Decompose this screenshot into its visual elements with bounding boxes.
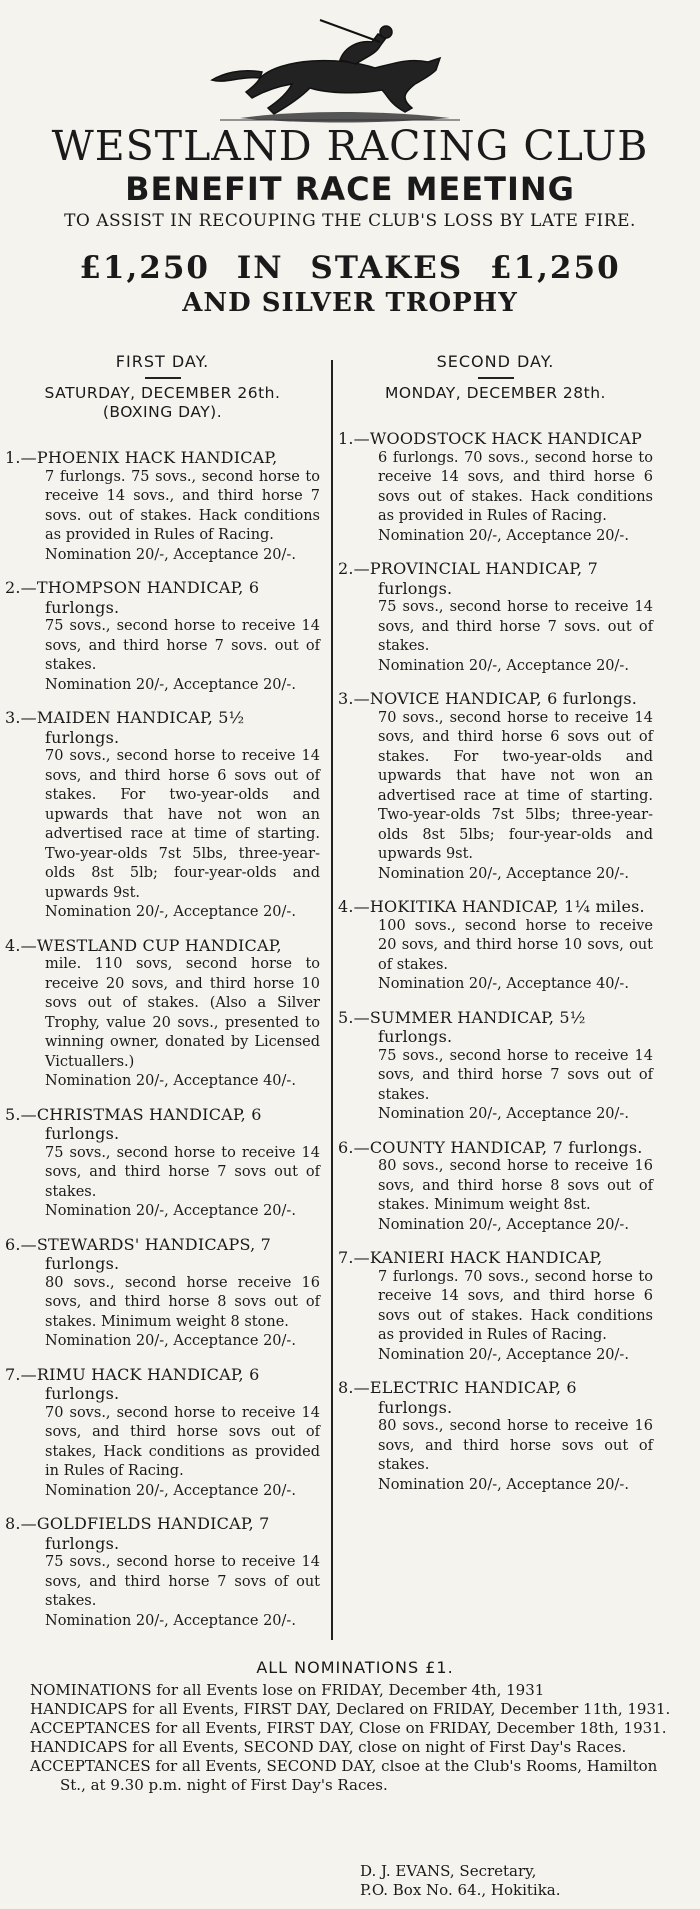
race-details: 75 sovs., second horse to receive 14 sovs, and third horse 7 sovs. out of stakes. [378, 599, 653, 654]
race-fees: Nomination 20/-, Acceptance 20/-. [45, 1333, 296, 1349]
race-details: 80 sovs., second horse to receive 16 sovs, and third horse sovs out of stakes. [378, 1418, 653, 1473]
race-title: 4.—WESTLAND CUP HANDICAP, [5, 935, 282, 955]
race-title: 8.—ELECTRIC HANDICAP, 6 furlongs. [338, 1378, 577, 1417]
column-divider [331, 360, 333, 1640]
race-details: 75 sovs., second horse to receive 14 sovs, and third horse 7 sovs out of stakes. [378, 1047, 653, 1103]
race-fees: Nomination 20/-, Acceptance 20/-. [45, 546, 296, 563]
race-entry [5, 936, 320, 1092]
race-entry [5, 1514, 320, 1631]
race-entry [5, 1365, 320, 1502]
race-details: 7 furlongs. 70 sovs., second horse to receive 14 sovs, and third horse 6 sovs out of stakes. Hack conditions as provided in Rules of Racing. [378, 1268, 653, 1343]
race-fees: Nomination 20/-, Acceptance 20/-. [378, 1106, 629, 1122]
race-entry [5, 1235, 320, 1352]
stakes-amount-left: £1,250 [79, 250, 210, 286]
race-title: 5.—CHRISTMAS HANDICAP, 6 furlongs. [5, 1104, 262, 1143]
first-day-date: SATURDAY, DECEMBER 26th. (BOXING DAY). [44, 384, 281, 421]
race-fees: Nomination 20/-, Acceptance 20/-. [378, 1346, 629, 1363]
race-title: 5.—SUMMER HANDICAP, 5½ furlongs. [338, 1007, 586, 1046]
race-fees: Nomination 20/-, Acceptance 20/-. [45, 1482, 296, 1499]
first-day-heading: FIRST DAY. [115, 352, 210, 371]
race-details: 6 furlongs. 70 sovs., second horse to receive 14 sovs, and third horse 6 sovs out of stakes. Hack conditions as provided in Rules of Racing. [378, 449, 653, 524]
race-details: 80 sovs., second horse to receive 16 sovs, and third horse 8 sovs out of stakes. Minimum weight 8st. [378, 1158, 653, 1213]
race-details: 70 sovs., second horse to receive 14 sovs, and third horse 6 sovs out of stakes. For two-year-olds and upwards that have not won an advertised race at time of starting. Two-year-olds 7st 5lbs, three-year-olds 8st 5lb; four-year-olds and upwards 9st. [45, 748, 320, 901]
stakes-label: IN STAKES [236, 250, 464, 286]
race-entry [338, 689, 653, 884]
race-entry [5, 708, 320, 923]
race-details: 75 sovs., second horse to receive 14 sovs, and third horse 7 sovs of out stakes. [45, 1554, 320, 1609]
racehorse-jockey-logo [200, 18, 480, 126]
race-title: 2.—THOMPSON HANDICAP, 6 furlongs. [5, 578, 260, 617]
meeting-purpose: TO ASSIST IN RECOUPING THE CLUB'S LOSS BY LATE FIRE. [64, 211, 636, 231]
race-title: 8.—GOLDFIELDS HANDICAP, 7 furlongs. [5, 1514, 270, 1553]
race-fees: Nomination 20/-, Acceptance 20/-. [378, 865, 629, 882]
race-fees: Nomination 20/-, Acceptance 20/-. [45, 676, 296, 693]
race-entry [338, 1008, 653, 1125]
race-entry [5, 1105, 320, 1222]
race-fees: Nomination 20/-, Acceptance 20/-. [378, 1476, 629, 1493]
nomination-notice: HANDICAPS for all Events, FIRST DAY, Declared on FRIDAY, December 11th, 1931. [30, 1700, 671, 1718]
heading-rule [145, 377, 181, 379]
race-entry [5, 578, 320, 695]
race-fees: Nomination 20/-, Acceptance 20/-. [378, 1216, 629, 1233]
race-details: 80 sovs., second horse receive 16 sovs, and third horse 8 sovs out of stakes. Minimum weight 8 stone. [45, 1274, 320, 1330]
race-title: 6.—COUNTY HANDICAP, 7 furlongs. [338, 1137, 643, 1157]
race-title: 4.—HOKITIKA HANDICAP, 1¼ miles. [338, 897, 645, 916]
nomination-notice: ACCEPTANCES for all Events, SECOND DAY, clsoe at the Club's Rooms, Hamilton St., at 9.30 p.m. night of First Day's Races. [30, 1757, 658, 1794]
race-entry [338, 1378, 653, 1495]
secretary-address: P.O. Box No. 64., Hokitika. [360, 1881, 561, 1899]
race-entry [338, 897, 653, 995]
race-title: 7.—KANIERI HACK HANDICAP, [338, 1248, 603, 1267]
race-details: 75 sovs., second horse to receive 14 sovs, and third horse 7 sovs out of stakes. [45, 1144, 320, 1200]
nomination-notice: NOMINATIONS for all Events lose on FRIDAY, December 4th, 1931 [30, 1681, 545, 1699]
race-fees: Nomination 20/-, Acceptance 40/-. [45, 1073, 296, 1089]
race-details: 70 sovs., second horse to receive 14 sovs, and third horse 6 sovs out of stakes. For two-year-olds and upwards that have not won an advertised race at time of starting. Two-year-olds 7st 5lbs; three-year-olds 8st 5lbs; four-year-olds and upwards 9st. [378, 709, 653, 862]
race-entry [338, 1248, 653, 1365]
race-fees: Nomination 20/-, Acceptance 40/-. [378, 976, 629, 992]
nominations-heading: ALL NOMINATIONS £1. [256, 1658, 454, 1677]
race-details: 75 sovs., second horse to receive 14 sovs, and third horse 7 sovs. out of stakes. [45, 618, 320, 673]
race-fees: Nomination 20/-, Acceptance 20/-. [45, 1612, 296, 1629]
race-fees: Nomination 20/-, Acceptance 20/-. [378, 527, 629, 544]
race-title: 7.—RIMU HACK HANDICAP, 6 furlongs. [5, 1364, 260, 1403]
secretary-signature [360, 1862, 561, 1900]
stakes-line [0, 250, 700, 286]
race-details: 7 furlongs. 75 sovs., second horse to receive 14 sovs., and third horse 7 sovs. out of stakes. Hack conditions as provided in Rules of Racing. [45, 468, 320, 543]
race-title: 1.—WOODSTOCK HACK HANDICAP [338, 429, 643, 448]
heading-rule [478, 377, 514, 379]
first-day-race-list [5, 448, 320, 1631]
race-fees: Nomination 20/-, Acceptance 20/-. [45, 904, 296, 920]
trophy-line: AND SILVER TROPHY [182, 288, 518, 318]
nominations-section [30, 1658, 680, 1795]
second-day-column [338, 352, 653, 1508]
nomination-notice: ACCEPTANCES for all Events, FIRST DAY, Close on FRIDAY, December 18th, 1931. [30, 1719, 667, 1737]
nomination-notice: HANDICAPS for all Events, SECOND DAY, close on night of First Day's Races. [30, 1738, 627, 1756]
stakes-amount-right: £1,250 [490, 250, 621, 286]
race-entry [338, 559, 653, 676]
race-title: 1.—PHOENIX HACK HANDICAP, [5, 448, 278, 467]
race-title: 3.—NOVICE HANDICAP, 6 furlongs. [338, 689, 638, 708]
race-entry [338, 429, 653, 546]
second-day-heading: SECOND DAY. [436, 352, 555, 371]
race-title: 3.—MAIDEN HANDICAP, 5½ furlongs. [5, 708, 245, 747]
race-entry [5, 448, 320, 565]
first-day-column [5, 352, 320, 1644]
race-title: 2.—PROVINCIAL HANDICAP, 7 furlongs. [338, 559, 598, 598]
secretary-name: D. J. EVANS, Secretary, [360, 1862, 537, 1880]
race-details: 100 sovs., second horse to receive 20 sovs, and third horse 10 sovs, out of stakes. [378, 917, 653, 973]
second-day-date: MONDAY, DECEMBER 28th. [385, 384, 606, 402]
race-details: 70 sovs., second horse to receive 14 sovs, and third horse sovs out of stakes, Hack conditions as provided in Rules of Racing. [45, 1404, 320, 1479]
race-fees: Nomination 20/-, Acceptance 20/-. [378, 657, 629, 674]
race-fees: Nomination 20/-, Acceptance 20/-. [45, 1203, 296, 1219]
race-details: mile. 110 sovs, second horse to receive 20 sovs, and third horse 10 sovs out of stakes. (Also a Silver Trophy, value 20 sovs., presented to winning owner, donated by Licensed Victuallers.) [45, 956, 320, 1070]
club-title: WESTLAND RACING CLUB [51, 122, 649, 170]
race-title: 6.—STEWARDS' HANDICAPS, 7 furlongs. [5, 1234, 272, 1273]
meeting-title: BENEFIT RACE MEETING [125, 170, 575, 208]
second-day-race-list [338, 429, 653, 1495]
race-entry [338, 1138, 653, 1236]
